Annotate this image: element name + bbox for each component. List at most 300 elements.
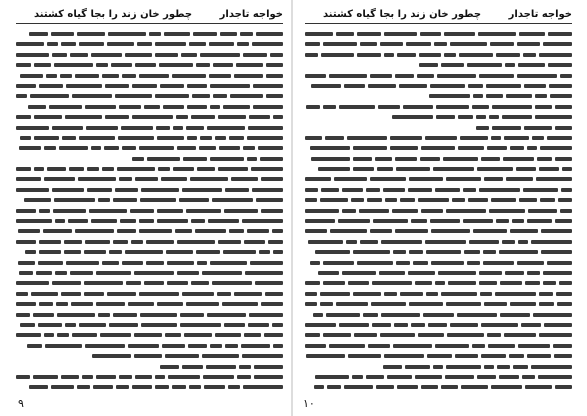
word-stroke xyxy=(85,344,125,348)
word-stroke xyxy=(400,198,415,202)
word-stroke xyxy=(158,167,170,171)
word-stroke xyxy=(173,126,183,130)
text-line xyxy=(16,342,283,350)
word-stroke xyxy=(384,354,424,358)
word-stroke xyxy=(98,313,110,317)
word-stroke xyxy=(29,32,48,36)
word-stroke xyxy=(500,313,530,317)
word-stroke xyxy=(490,42,514,46)
word-stroke xyxy=(146,261,164,265)
word-stroke xyxy=(477,167,513,171)
word-stroke xyxy=(164,32,190,36)
word-stroke xyxy=(249,313,283,317)
text-line xyxy=(305,165,572,173)
word-stroke xyxy=(399,84,427,88)
word-stroke xyxy=(117,167,155,171)
word-stroke xyxy=(487,146,507,150)
word-stroke xyxy=(175,229,192,233)
word-stroke xyxy=(544,323,572,327)
word-stroke xyxy=(202,354,239,358)
text-line xyxy=(16,124,283,132)
word-stroke xyxy=(34,167,44,171)
word-stroke xyxy=(363,313,378,317)
word-stroke xyxy=(98,198,110,202)
word-stroke xyxy=(209,42,234,46)
text-line xyxy=(305,248,572,256)
text-line xyxy=(16,92,283,100)
word-stroke xyxy=(210,344,222,348)
word-stroke xyxy=(435,344,469,348)
word-stroke xyxy=(311,84,341,88)
word-stroke xyxy=(531,240,572,244)
word-stroke xyxy=(225,188,249,192)
word-stroke xyxy=(522,375,535,379)
word-stroke xyxy=(397,53,416,57)
word-stroke xyxy=(468,198,488,202)
word-stroke xyxy=(503,157,534,161)
word-stroke xyxy=(140,313,177,317)
word-stroke xyxy=(139,146,174,150)
word-stroke xyxy=(387,375,412,379)
text-line xyxy=(16,144,283,152)
word-stroke xyxy=(128,344,159,348)
word-stroke xyxy=(473,94,483,98)
word-stroke xyxy=(384,53,394,57)
word-stroke xyxy=(70,53,88,57)
word-stroke xyxy=(200,53,240,57)
word-stroke xyxy=(497,365,510,369)
word-stroke xyxy=(380,42,403,46)
word-stroke xyxy=(533,313,572,317)
word-stroke xyxy=(39,250,61,254)
word-stroke xyxy=(539,292,553,296)
word-stroke xyxy=(479,188,520,192)
word-stroke xyxy=(125,250,163,254)
word-stroke xyxy=(510,302,536,306)
word-stroke xyxy=(323,333,351,337)
word-stroke xyxy=(34,63,51,67)
word-stroke xyxy=(53,209,86,213)
word-stroke xyxy=(140,198,176,202)
word-stroke xyxy=(33,375,58,379)
word-stroke xyxy=(134,333,162,337)
text-line xyxy=(305,113,572,121)
word-stroke xyxy=(111,63,132,67)
word-stroke xyxy=(215,136,226,140)
word-stroke xyxy=(255,281,283,285)
word-stroke xyxy=(441,292,477,296)
word-stroke xyxy=(24,198,51,202)
word-stroke xyxy=(182,365,203,369)
text-line xyxy=(305,155,572,163)
word-stroke xyxy=(323,42,357,46)
word-stroke xyxy=(51,32,74,36)
word-stroke xyxy=(39,84,63,88)
word-stroke xyxy=(223,250,256,254)
word-stroke xyxy=(16,219,52,223)
word-stroke xyxy=(139,292,179,296)
word-stroke xyxy=(46,74,57,78)
word-stroke xyxy=(33,313,54,317)
word-stroke xyxy=(452,198,465,202)
word-stroke xyxy=(206,365,236,369)
word-stroke xyxy=(415,281,432,285)
header-rule xyxy=(16,23,283,24)
word-stroke xyxy=(66,84,102,88)
word-stroke xyxy=(191,281,209,285)
word-stroke xyxy=(16,302,36,306)
header-rule xyxy=(305,23,572,24)
text-line xyxy=(305,217,572,225)
word-stroke xyxy=(305,344,326,348)
word-stroke xyxy=(418,333,444,337)
word-stroke xyxy=(16,84,36,88)
word-stroke xyxy=(479,281,497,285)
word-stroke xyxy=(517,42,540,46)
text-line xyxy=(16,82,283,90)
word-stroke xyxy=(431,229,470,233)
word-stroke xyxy=(368,344,390,348)
word-stroke xyxy=(425,136,457,140)
text-line xyxy=(16,238,283,246)
word-stroke xyxy=(538,375,572,379)
text-line xyxy=(16,61,283,69)
word-stroke xyxy=(383,365,402,369)
word-stroke xyxy=(535,115,572,119)
word-stroke xyxy=(446,365,481,369)
word-stroke xyxy=(16,115,31,119)
word-stroke xyxy=(484,177,503,181)
word-stroke xyxy=(258,146,283,150)
text-line xyxy=(305,196,572,204)
word-stroke xyxy=(483,261,514,265)
word-stroke xyxy=(34,136,59,140)
word-stroke xyxy=(357,32,381,36)
word-stroke xyxy=(506,177,533,181)
word-stroke xyxy=(272,229,283,233)
word-stroke xyxy=(305,302,317,306)
word-stroke xyxy=(500,281,522,285)
word-stroke xyxy=(491,385,522,389)
word-stroke xyxy=(366,375,384,379)
word-stroke xyxy=(248,323,269,327)
word-stroke xyxy=(139,219,154,223)
word-stroke xyxy=(155,42,186,46)
word-stroke xyxy=(313,313,323,317)
left-page xyxy=(8,0,291,416)
word-stroke xyxy=(16,42,44,46)
word-stroke xyxy=(305,209,339,213)
word-stroke xyxy=(492,126,521,130)
text-line xyxy=(305,363,572,371)
word-stroke xyxy=(196,250,220,254)
word-stroke xyxy=(96,63,108,67)
word-stroke xyxy=(100,333,131,337)
word-stroke xyxy=(89,209,127,213)
word-stroke xyxy=(420,32,441,36)
word-stroke xyxy=(543,42,572,46)
word-stroke xyxy=(160,365,179,369)
word-stroke xyxy=(230,94,263,98)
word-stroke xyxy=(420,157,440,161)
word-stroke xyxy=(555,157,572,161)
word-stroke xyxy=(370,229,392,233)
word-stroke xyxy=(510,229,538,233)
text-line xyxy=(305,144,572,152)
word-stroke xyxy=(167,261,194,265)
word-stroke xyxy=(102,167,114,171)
word-stroke xyxy=(527,271,540,275)
word-stroke xyxy=(250,261,283,265)
word-stroke xyxy=(61,292,81,296)
word-stroke xyxy=(467,261,480,265)
word-stroke xyxy=(376,385,394,389)
word-stroke xyxy=(215,333,241,337)
word-stroke xyxy=(524,126,552,130)
word-stroke xyxy=(268,240,283,244)
word-stroke xyxy=(541,229,572,233)
word-stroke xyxy=(191,219,205,223)
word-stroke xyxy=(135,177,158,181)
word-stroke xyxy=(57,313,95,317)
word-stroke xyxy=(384,32,417,36)
word-stroke xyxy=(39,209,50,213)
word-stroke xyxy=(68,219,88,223)
word-stroke xyxy=(463,219,493,223)
word-stroke xyxy=(242,219,283,223)
word-stroke xyxy=(240,32,253,36)
word-stroke xyxy=(346,240,357,244)
word-stroke xyxy=(384,292,397,296)
text-line xyxy=(305,72,572,80)
word-stroke xyxy=(553,344,572,348)
word-stroke xyxy=(434,42,447,46)
word-stroke xyxy=(210,84,250,88)
word-stroke xyxy=(321,53,354,57)
word-stroke xyxy=(484,302,507,306)
word-stroke xyxy=(182,292,214,296)
word-stroke xyxy=(78,177,116,181)
word-stroke xyxy=(481,354,506,358)
word-stroke xyxy=(75,74,99,78)
word-stroke xyxy=(204,385,225,389)
word-stroke xyxy=(16,281,49,285)
word-stroke xyxy=(539,302,554,306)
word-stroke xyxy=(16,177,41,181)
text-line xyxy=(16,352,283,360)
word-stroke xyxy=(323,105,336,109)
word-stroke xyxy=(270,53,283,57)
word-stroke xyxy=(469,240,499,244)
word-stroke xyxy=(120,219,136,223)
word-stroke xyxy=(105,84,129,88)
word-stroke xyxy=(60,74,72,78)
word-stroke xyxy=(353,250,390,254)
word-stroke xyxy=(186,126,204,130)
word-stroke xyxy=(535,105,552,109)
word-stroke xyxy=(20,74,43,78)
text-line xyxy=(16,134,283,142)
word-stroke xyxy=(57,333,69,337)
word-stroke xyxy=(476,115,486,119)
word-stroke xyxy=(408,271,435,275)
text-line xyxy=(305,373,572,381)
word-stroke xyxy=(96,271,131,275)
word-stroke xyxy=(502,240,515,244)
page-number: ۹ xyxy=(18,397,24,410)
word-stroke xyxy=(532,136,544,140)
word-stroke xyxy=(540,198,555,202)
word-stroke xyxy=(134,271,174,275)
word-stroke xyxy=(72,94,112,98)
text-line xyxy=(16,196,283,204)
word-stroke xyxy=(132,84,157,88)
word-stroke xyxy=(265,292,283,296)
word-stroke xyxy=(306,105,320,109)
word-stroke xyxy=(107,42,134,46)
word-stroke xyxy=(72,333,97,337)
word-stroke xyxy=(155,94,189,98)
word-stroke xyxy=(418,198,449,202)
word-stroke xyxy=(406,42,431,46)
word-stroke xyxy=(413,261,428,265)
word-stroke xyxy=(160,84,184,88)
word-stroke xyxy=(539,53,572,57)
text-line xyxy=(16,165,283,173)
word-stroke xyxy=(539,333,572,337)
word-stroke xyxy=(461,385,488,389)
text-line xyxy=(305,175,572,183)
word-stroke xyxy=(518,240,528,244)
word-stroke xyxy=(518,63,545,67)
word-stroke xyxy=(241,344,270,348)
word-stroke xyxy=(47,167,66,171)
word-stroke xyxy=(109,250,122,254)
word-stroke xyxy=(177,146,196,150)
word-stroke xyxy=(509,354,524,358)
word-stroke xyxy=(445,375,474,379)
word-stroke xyxy=(157,209,183,213)
word-stroke xyxy=(441,385,458,389)
word-stroke xyxy=(264,333,283,337)
word-stroke xyxy=(77,32,105,36)
word-stroke xyxy=(93,385,113,389)
word-stroke xyxy=(29,385,48,389)
word-stroke xyxy=(547,136,572,140)
word-stroke xyxy=(392,209,418,213)
word-stroke xyxy=(161,177,187,181)
word-stroke xyxy=(47,42,58,46)
word-stroke xyxy=(342,209,356,213)
word-stroke xyxy=(320,198,348,202)
text-line xyxy=(305,124,572,132)
word-stroke xyxy=(156,126,170,130)
word-stroke xyxy=(481,157,500,161)
word-stroke xyxy=(65,115,102,119)
word-stroke xyxy=(409,302,443,306)
word-stroke xyxy=(517,74,557,78)
word-stroke xyxy=(197,167,215,171)
word-stroke xyxy=(51,385,74,389)
word-stroke xyxy=(329,74,367,78)
word-stroke xyxy=(327,385,341,389)
word-stroke xyxy=(84,292,104,296)
word-stroke xyxy=(113,240,128,244)
word-stroke xyxy=(251,167,283,171)
word-stroke xyxy=(132,115,173,119)
word-stroke xyxy=(84,281,123,285)
running-head xyxy=(16,8,283,24)
word-stroke xyxy=(16,53,49,57)
word-stroke xyxy=(183,157,207,161)
word-stroke xyxy=(527,354,551,358)
word-stroke xyxy=(234,292,262,296)
word-stroke xyxy=(231,177,258,181)
word-stroke xyxy=(373,219,408,223)
word-stroke xyxy=(207,313,246,317)
text-line xyxy=(305,383,572,391)
word-stroke xyxy=(543,271,572,275)
word-stroke xyxy=(189,385,201,389)
word-stroke xyxy=(562,167,572,171)
word-stroke xyxy=(122,146,136,150)
running-head xyxy=(305,8,572,24)
word-stroke xyxy=(43,229,72,233)
word-stroke xyxy=(315,375,349,379)
word-stroke xyxy=(207,126,245,130)
running-head-title: خواجه تاجدار xyxy=(508,9,572,20)
word-stroke xyxy=(16,188,49,192)
word-stroke xyxy=(502,115,532,119)
word-stroke xyxy=(91,53,122,57)
text-line xyxy=(16,186,283,194)
word-stroke xyxy=(450,323,478,327)
word-stroke xyxy=(353,146,387,150)
word-stroke xyxy=(125,53,152,57)
word-stroke xyxy=(305,136,322,140)
word-stroke xyxy=(499,250,538,254)
word-stroke xyxy=(253,84,283,88)
word-stroke xyxy=(444,32,475,36)
word-stroke xyxy=(236,63,263,67)
word-stroke xyxy=(353,167,374,171)
word-stroke xyxy=(16,63,31,67)
word-stroke xyxy=(77,385,90,389)
word-stroke xyxy=(380,333,415,337)
word-stroke xyxy=(353,292,381,296)
word-stroke xyxy=(213,94,227,98)
text-line xyxy=(305,30,572,38)
word-stroke xyxy=(177,240,215,244)
word-stroke xyxy=(305,74,326,78)
word-stroke xyxy=(203,375,234,379)
word-stroke xyxy=(446,302,481,306)
text-line xyxy=(305,51,572,59)
word-stroke xyxy=(224,209,258,213)
word-stroke xyxy=(368,84,396,88)
word-stroke xyxy=(20,323,35,327)
text-line xyxy=(16,300,283,308)
word-stroke xyxy=(486,94,503,98)
word-stroke xyxy=(182,188,222,192)
word-stroke xyxy=(543,281,556,285)
word-stroke xyxy=(396,167,430,171)
word-stroke xyxy=(149,32,161,36)
word-stroke xyxy=(252,42,283,46)
word-stroke xyxy=(247,229,269,233)
word-stroke xyxy=(447,333,484,337)
word-stroke xyxy=(305,198,317,202)
